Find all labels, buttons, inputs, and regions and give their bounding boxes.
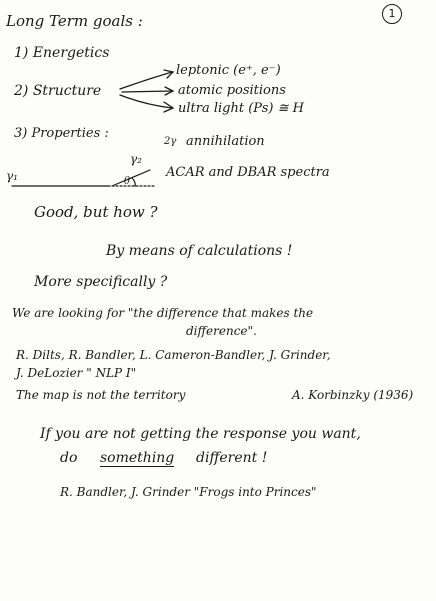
authors-line2: J. DeLozier " NLP I" <box>16 366 137 380</box>
looking-for-line1: We are looking for "the difference that makes the <box>12 306 314 320</box>
gamma1-label: γ₁ <box>6 169 18 183</box>
goal-structure: 2) Structure <box>14 83 102 99</box>
theta-label: θ <box>124 176 131 187</box>
something-underlined: something <box>100 450 175 466</box>
different-word: different ! <box>196 450 268 466</box>
structure-item-ultralight: ultra light (Ps) ≅ H <box>178 101 304 116</box>
gamma2-label: γ₂ <box>130 152 142 166</box>
structure-item-leptonic: leptonic (e⁺, e⁻) <box>176 63 281 78</box>
goal-properties: 3) Properties : <box>14 126 109 141</box>
gamma2-photon-line <box>112 170 150 186</box>
map-quote: The map is not the territory <box>16 388 186 402</box>
goal-energetics: 1) Energetics <box>14 45 110 61</box>
by-means-of-calculations: By means of calculations ! <box>106 243 293 259</box>
annihilation-text: annihilation <box>186 134 265 149</box>
if-you-are-not-getting: If you are not getting the response you want, <box>40 426 361 442</box>
structure-item-atomic: atomic positions <box>178 83 286 98</box>
do-word: do <box>60 450 78 466</box>
page-number: 1 <box>382 4 402 24</box>
more-specifically: More specifically ? <box>34 274 168 290</box>
good-but-how: Good, but how ? <box>34 203 158 221</box>
page-title: Long Term goals : <box>6 12 143 30</box>
frogs-into-princes-reference: R. Bandler, J. Grinder "Frogs into Princes" <box>60 485 317 499</box>
acar-dbar-text: ACAR and DBAR spectra <box>166 165 330 180</box>
looking-for-line2: difference". <box>186 324 257 338</box>
map-quote-author: A. Korbinzky (1936) <box>292 388 414 402</box>
authors-line1: R. Dilts, R. Bandler, L. Cameron-Bandler, J. Grinder, <box>16 348 331 362</box>
two-gamma-label: 2γ <box>164 136 177 147</box>
